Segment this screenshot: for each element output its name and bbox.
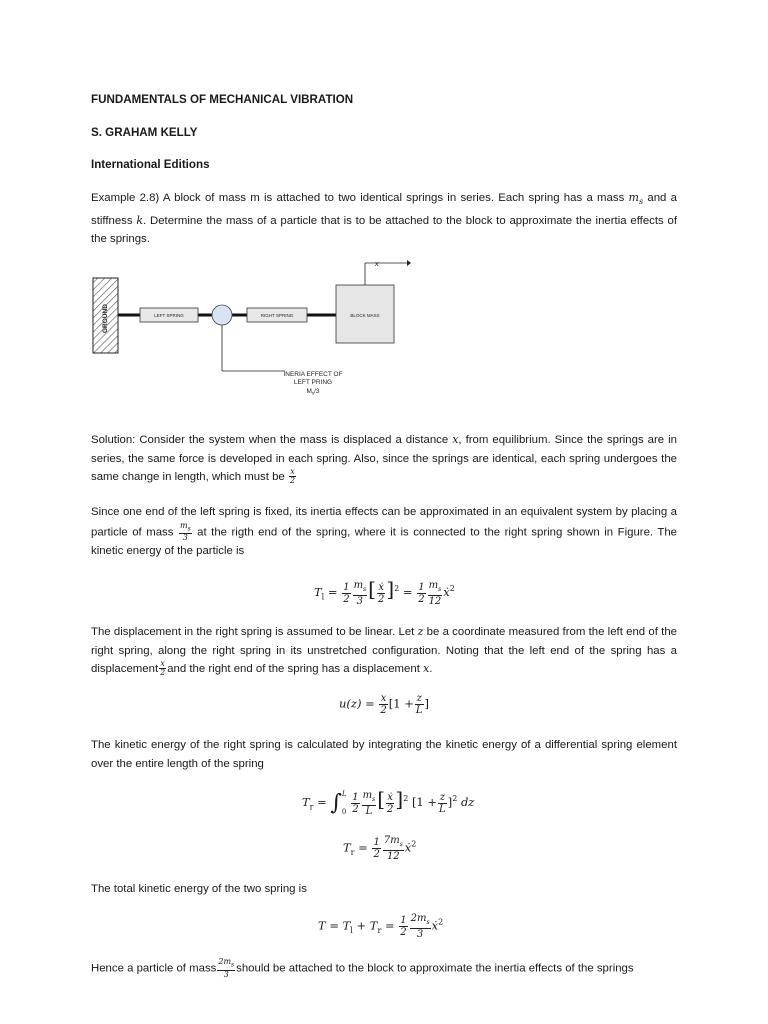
displacement-x-label: x bbox=[375, 261, 379, 268]
book-title: FUNDAMENTALS OF MECHANICAL VIBRATION bbox=[91, 93, 354, 106]
right-spring-paragraph: The kinetic energy of the right spring is calculated by integrating the kinetic energy of a differential spring element over the entire length of the spring bbox=[91, 739, 677, 770]
right-spring-label: RIGHT SPRING bbox=[260, 313, 294, 318]
equation-kinetic-energy-right: $T_r$ = $\frac{1}{2}$ $\frac{7m_s}{12}$ ẋ$^2$ bbox=[343, 835, 417, 862]
edition-label: International Editions bbox=[91, 158, 210, 171]
equation-kinetic-energy-particle: $T_l$ = $\frac{1}{2}$ $\frac{m_s}{3}$ [ $\frac{\text{ẋ}}{2}$ ]$^2$ = $\frac{1}{2}$ $\frac{m_s}{12}$ ẋ$^2$ bbox=[314, 577, 455, 607]
inertia-label-line1: INERIA EFFECT OF bbox=[283, 371, 343, 378]
author-name: S. GRAHAM KELLY bbox=[91, 126, 198, 139]
inertia-label-line2: LEFT PRING bbox=[293, 379, 333, 386]
inertia-label-line3: $M_s/3$ bbox=[306, 388, 320, 396]
spring-mass-figure bbox=[85, 255, 425, 400]
ms-over-3-fraction: $\frac{m_s}{3}$ bbox=[179, 520, 191, 543]
total-energy-paragraph: The total kinetic energy of the two spring is bbox=[91, 883, 307, 895]
ground-label: GROUND bbox=[102, 304, 109, 333]
displacement-paragraph: The displacement in the right spring is assumed to be linear. Let z be a coordinate measured from the left end of the right spring, along the right spring in its unstretched configuration. Noting that the left end of the spring has a displacement $\frac{x}{2}$ and the right end of the spring has a displacement x. bbox=[91, 625, 677, 678]
inertia-particle bbox=[212, 305, 232, 325]
equation-total-kinetic-energy: $T = T_l + T_r$ = $\frac{1}{2}$ $\frac{2m_s}{3}$ ẋ$^2$ bbox=[318, 913, 444, 940]
x-over-2-fraction: $\frac{x}{2}$ bbox=[289, 467, 296, 486]
equation-displacement: u(z) = $\frac{x}{2}$ [1 + $\frac{z}{L}$ ] bbox=[339, 693, 430, 716]
conclusion-paragraph: Hence a particle of mass $\frac{2m_s}{3}$ should be attached to the block to approximate the inertia effects of the springs bbox=[91, 957, 634, 979]
block-mass-label: BLOCK MASS bbox=[350, 313, 380, 318]
left-spring-label: LEFT SPRING bbox=[154, 313, 184, 318]
equation-kinetic-energy-integral: $T_r$ = ∫ L 0 $\frac{1}{2}$ $\frac{m_s}{L}$ [ $\frac{\text{ẋ}}{2}$ ]$^2$ [1 + $\frac{z}{L}$ ]$^2$ dz bbox=[302, 787, 475, 817]
x-over-2-fraction: $\frac{x}{2}$ bbox=[160, 659, 166, 678]
example-statement: Example 2.8) A block of mass m is attached to two identical springs in series. Each spring has a mass $m_s$ and a stiffness k. Determine the mass of a particle that is to be attached to the block to approximate the inertia effects of the springs. bbox=[91, 191, 677, 246]
left-spring-paragraph: Since one end of the left spring is fixed, its inertia effects can be approximated in an equivalent system by placing a particle of mass $\frac{m_s}{3}$ at the rigth end of the spring, where it is connected to the right spring shown in Figure. The kinetic energy of the particle is bbox=[91, 506, 677, 558]
2ms-over-3-fraction: $\frac{2m_s}{3}$ bbox=[218, 957, 235, 979]
arrow-head bbox=[407, 260, 411, 266]
solution-paragraph: Solution: Consider the system when the mass is displaced a distance x, from equilibrium. Since the springs are in series, the same force is developed in each spring. Also, since the springs are identical, each spring undergoes the same change in length, which must be $\frac{x}{2}$ bbox=[91, 433, 677, 486]
